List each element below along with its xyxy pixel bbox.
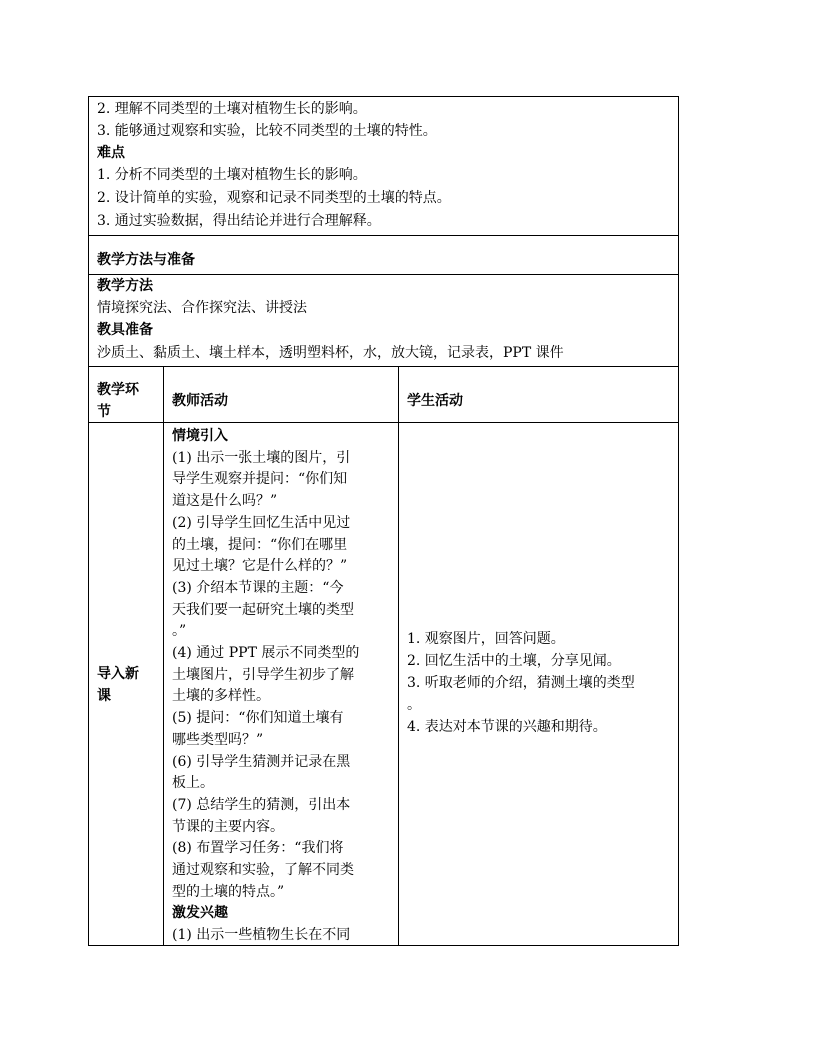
stage-cell — [97, 663, 139, 707]
teacher-activity-line: 道这是什么吗？” — [172, 493, 278, 510]
materials-heading: 教具准备 — [97, 322, 153, 338]
teacher-activity-line: 的土壤，提问：“你们在哪里 — [172, 536, 348, 553]
column-divider — [163, 367, 164, 945]
teacher-activity-line: 板上。 — [172, 775, 214, 792]
teacher-activity-line: (6) 引导学生猜测并记录在黑 — [172, 753, 351, 770]
column-divider — [398, 367, 399, 945]
student-activity-line: 1. 观察图片，回答问题。 — [407, 631, 565, 647]
methods-heading: 教学方法 — [97, 278, 153, 294]
teacher-activity-line: 通过观察和实验，了解不同类 — [172, 862, 354, 878]
teacher-activity-line: (1) 出示一张土壤的图片，引 — [172, 449, 351, 466]
header-stage — [97, 379, 139, 423]
stage-line: 导入新 — [97, 666, 139, 682]
methods-section — [88, 235, 679, 367]
teacher-activity-line: (5) 提问：“你们知道土壤有 — [172, 710, 344, 727]
header-stage-line: 节 — [97, 404, 111, 420]
activity-table — [88, 366, 679, 946]
student-activity-line: 4. 表达对本节课的兴趣和期待。 — [407, 719, 607, 735]
teacher-activity-line: (8) 布置学习任务：“我们将 — [172, 840, 344, 857]
student-activity-line: 2. 回忆生活中的土壤，分享见闻。 — [407, 653, 621, 669]
teacher-subheading: 激发兴趣 — [172, 905, 228, 922]
objectives-section — [88, 96, 679, 236]
stage-line: 课 — [97, 688, 111, 704]
methods-section-title: 教学方法与准备 — [97, 252, 195, 268]
teacher-activity-line: (1) 出示一些植物生长在不同 — [172, 927, 351, 944]
difficulty-line-2: 2. 设计简单的实验，观察和记录不同类型的土壤的特点。 — [97, 190, 451, 206]
difficulty-line-1: 1. 分析不同类型的土壤对植物生长的影响。 — [97, 167, 367, 183]
difficulty-line-3: 3. 通过实验数据，得出结论并进行合理解释。 — [97, 213, 381, 229]
teacher-activity-line: 天我们要一起研究土壤的类型 — [172, 601, 354, 618]
teacher-activity-line: 型的土壤的特点。” — [172, 883, 285, 900]
teacher-activity-line: (7) 总结学生的猜测，引出本 — [172, 796, 351, 813]
teacher-activity-line: 节课的主要内容。 — [172, 818, 284, 835]
teacher-activity-line: (3) 介绍本节课的主题：“今 — [172, 579, 344, 596]
methods-text: 情境探究法、合作探究法、讲授法 — [97, 300, 307, 316]
teacher-activity-line: 土壤图片，引导学生初步了解 — [172, 666, 354, 683]
section-divider — [88, 274, 679, 275]
student-activity-line: 。 — [407, 697, 421, 713]
header-student: 学生活动 — [407, 393, 463, 409]
teacher-subheading: 情境引入 — [172, 428, 228, 444]
teacher-activity-line: 导学生观察并提问：“你们知 — [172, 471, 348, 488]
difficulty-heading: 难点 — [97, 145, 125, 161]
teacher-activity-line: (4) 通过 PPT 展示不同类型的 — [172, 645, 360, 661]
header-row-divider — [88, 422, 679, 423]
header-teacher: 教师活动 — [172, 393, 228, 409]
teacher-activity-line: 哪些类型吗？” — [172, 731, 264, 748]
header-stage-line: 教学环 — [97, 382, 139, 398]
teacher-activity-line: 土壤的多样性。 — [172, 688, 270, 705]
objective-line-2: 2. 理解不同类型的土壤对植物生长的影响。 — [97, 101, 367, 117]
teacher-activity-line: 。” — [172, 623, 187, 640]
objective-line-3: 3. 能够通过观察和实验，比较不同类型的土壤的特性。 — [97, 123, 437, 139]
student-activity-line: 3. 听取老师的介绍，猜测土壤的类型 — [407, 675, 635, 691]
teacher-activity-line: 见过土壤？它是什么样的？” — [172, 558, 348, 575]
materials-text: 沙质土、黏质土、壤土样本，透明塑料杯，水，放大镜，记录表，PPT 课件 — [97, 345, 564, 361]
teacher-activity-line: (2) 引导学生回忆生活中见过 — [172, 514, 351, 531]
